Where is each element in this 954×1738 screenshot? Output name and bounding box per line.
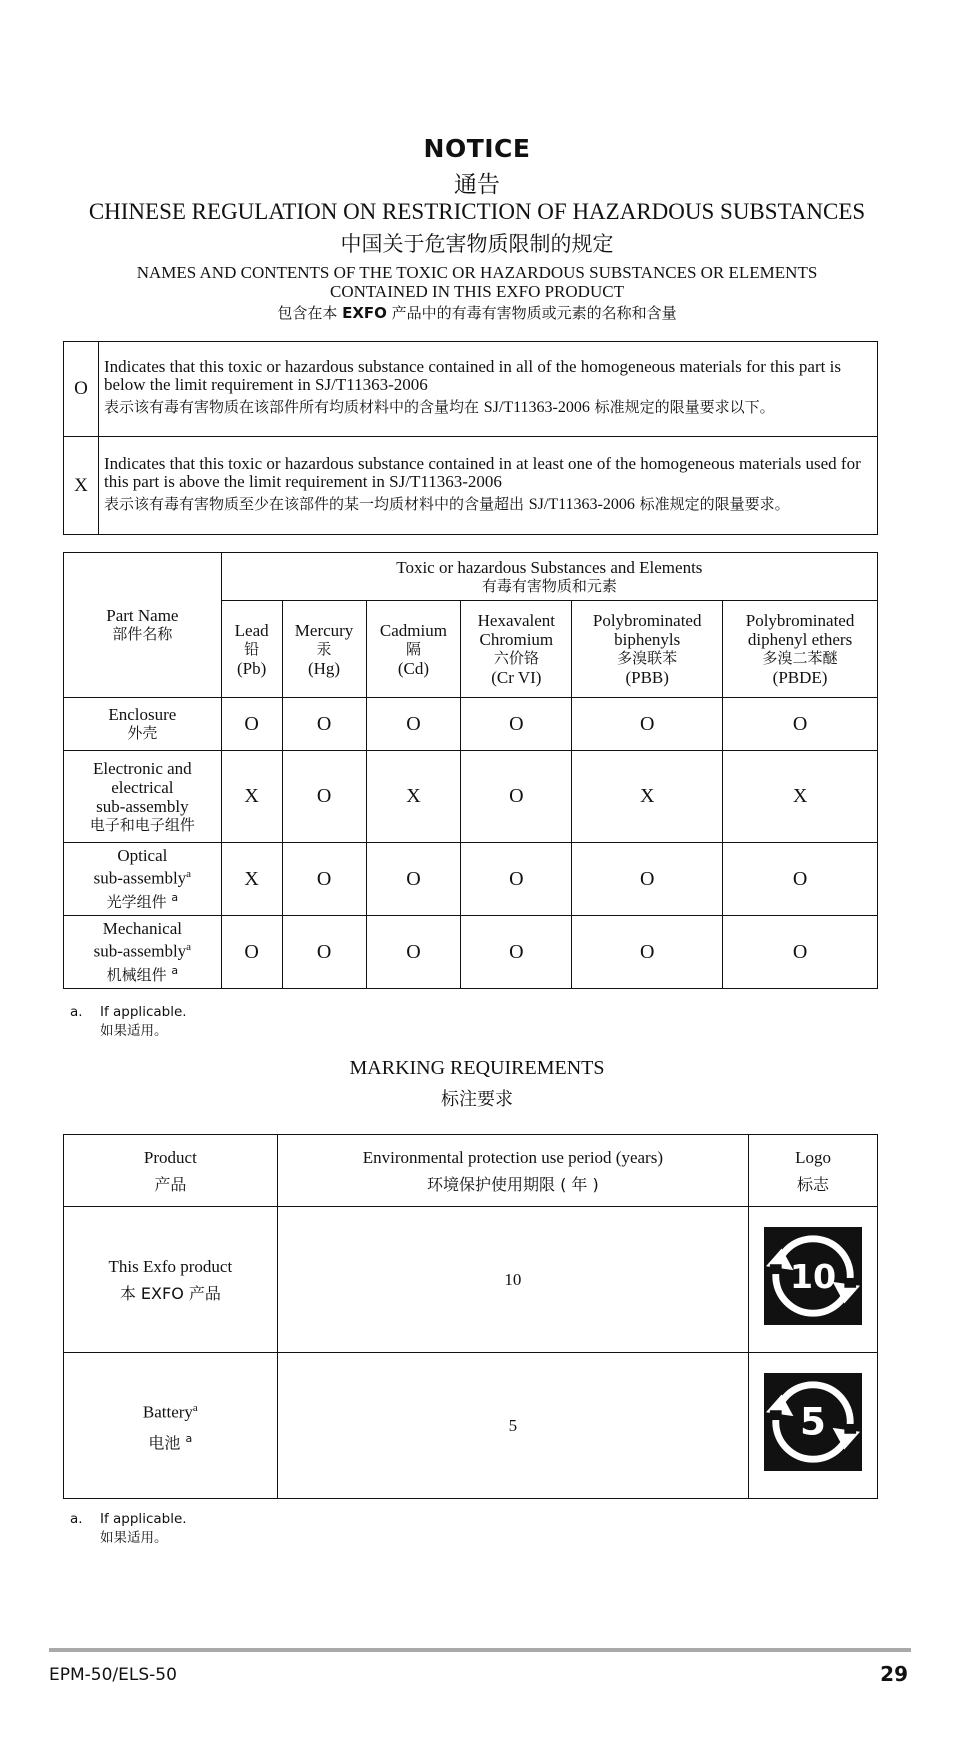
value-cell: O: [572, 916, 723, 989]
column-symbol: (PBB): [625, 668, 669, 687]
legend-description: [99, 437, 878, 535]
part-name-zh-line: [64, 888, 221, 912]
part-name-cell: [64, 843, 222, 916]
column-hexavalent-chromium: [461, 601, 572, 698]
period-cell: 5: [277, 1353, 748, 1499]
substances-group-header: [221, 553, 877, 601]
logo-header: [749, 1135, 878, 1207]
part-name-text: sub-assembly: [93, 941, 187, 961]
part-name-header: [64, 553, 222, 698]
value-cell: X: [221, 751, 282, 843]
value-cell: O: [366, 916, 461, 989]
footnote-text: If applicable.: [100, 1511, 187, 1527]
column-name-zh: 多溴联苯: [617, 649, 678, 667]
part-name-line: Electronic and: [93, 758, 192, 778]
legend-description-en: Indicates that this toxic or hazardous substance contained in at least one of the homogeneous materials used for this part is above the limit requirement in SJ/T11363-2006: [104, 453, 861, 491]
legend-zh-post: 标准规定的限量要求以下。: [589, 398, 775, 416]
part-name-zh-line: [64, 961, 221, 985]
column-name-en: Mercury: [294, 620, 354, 640]
period-cell: 10: [277, 1207, 748, 1353]
column-name-zh: 隔: [405, 639, 421, 658]
value-cell: X: [221, 843, 282, 916]
column-name-en: diphenyl ethers: [747, 630, 853, 649]
logo-number: 5: [800, 1399, 826, 1444]
period-header-zh: 环境保护使用期限 ( 年 ): [426, 1174, 599, 1194]
product-cell: [64, 1353, 278, 1499]
footnote-label: a.: [70, 1511, 83, 1527]
marking-table: [63, 1134, 878, 1499]
footer-page-number: 29: [880, 1662, 908, 1686]
product-header: [64, 1135, 278, 1207]
value-cell: O: [366, 698, 461, 751]
column-symbol: (Hg): [307, 658, 341, 678]
period-header-en: Environmental protection use period (years): [362, 1147, 663, 1167]
substances-group-header-zh: 有毒有害物质和元素: [481, 576, 617, 595]
footnote-marker: a: [186, 941, 192, 954]
column-name-en: Lead: [234, 620, 269, 640]
value-cell: O: [282, 916, 366, 989]
legend-zh-post: 标准规定的限量要求。: [634, 494, 790, 513]
names-heading-zh: [0, 302, 954, 323]
value-cell: O: [461, 698, 572, 751]
notice-title-zh: 通告: [454, 172, 500, 198]
legend-symbol: X: [64, 437, 99, 535]
column-pbb: [572, 601, 723, 698]
value-cell: O: [221, 916, 282, 989]
column-name-en: Polybrominated: [745, 611, 855, 630]
period-header: [277, 1135, 748, 1207]
footnote-text: If applicable.: [100, 1004, 187, 1020]
product-name: This Exfo product: [108, 1256, 233, 1276]
column-name-zh: 汞: [316, 639, 332, 658]
column-symbol: (Cr VI): [491, 668, 542, 687]
product-header-en: Product: [143, 1147, 197, 1167]
regulation-title-zh: 中国关于危害物质限制的规定: [340, 232, 614, 256]
column-name-zh: 多溴二苯醚: [762, 649, 838, 667]
part-name-zh: 机械组件: [106, 965, 167, 984]
logo-header-zh: 标志: [797, 1174, 830, 1194]
value-cell: O: [282, 751, 366, 843]
legend-description-en: Indicates that this toxic or hazardous substance contained in all of the homogeneous materials for this part is below the limit requirement in SJ/T11363-2006: [104, 357, 841, 394]
footnote-marker: a: [171, 890, 179, 904]
part-name-zh: 电子和电子组件: [89, 815, 195, 834]
column-name-en: biphenyls: [614, 630, 681, 649]
logo-header-en: Logo: [795, 1147, 831, 1167]
legend-row-o: [64, 342, 878, 437]
legend-zh-standard: SJ/T11363-2006: [483, 399, 590, 416]
part-name-line: Enclosure: [108, 705, 177, 724]
part-name-line-with-sup: [64, 938, 221, 961]
part-name-text: sub-assembly: [93, 868, 187, 888]
part-name-line: Optical: [117, 846, 168, 866]
table-row: [64, 1353, 878, 1499]
part-name-cell: [64, 916, 222, 989]
part-name-cell: [64, 751, 222, 843]
product-name-line: [64, 1395, 277, 1426]
value-cell: O: [723, 698, 878, 751]
epup-10-logo-icon: [764, 1227, 862, 1325]
column-name-en: Chromium: [479, 630, 554, 649]
logo-cell: [749, 1207, 878, 1353]
column-lead: [221, 601, 282, 698]
product-header-zh: 产品: [154, 1174, 187, 1194]
value-cell: X: [723, 751, 878, 843]
legend-row-x: [64, 437, 878, 535]
substances-header-row: [64, 553, 878, 601]
legend-zh-pre: 表示该有毒有害物质在该部件所有均质材料中的含量均在: [104, 398, 484, 416]
footnote-text-zh: 如果适用。: [100, 1023, 168, 1039]
footnote-line: [70, 1003, 187, 1022]
part-name-line-with-sup: [64, 865, 221, 888]
names-zh-post: 产品中的有毒有害物质或元素的名称和含量: [386, 304, 677, 322]
column-name-en: Hexavalent: [477, 611, 556, 630]
footnote-marker: a: [185, 1432, 193, 1446]
footer-rule: [49, 1648, 911, 1652]
column-symbol: (Pb): [237, 658, 267, 678]
table-row: [64, 916, 878, 989]
value-cell: O: [461, 916, 572, 989]
footnote-text-zh: 如果适用。: [100, 1530, 168, 1546]
value-cell: O: [366, 843, 461, 916]
value-cell: O: [221, 698, 282, 751]
footnote-substances: [70, 1003, 187, 1041]
value-cell: X: [572, 751, 723, 843]
part-name-cell: [64, 698, 222, 751]
footnote-label: a.: [70, 1004, 83, 1020]
legend-zh-standard: SJ/T11363-2006: [528, 495, 635, 513]
column-pbde: [723, 601, 878, 698]
substances-group-header-en: Toxic or hazardous Substances and Elements: [396, 557, 703, 577]
column-name-en: Polybrominated: [592, 611, 702, 630]
table-row: [64, 843, 878, 916]
column-name-en: Cadmium: [379, 620, 447, 640]
names-heading-line2: CONTAINED IN THIS EXFO PRODUCT: [330, 282, 624, 301]
value-cell: O: [282, 698, 366, 751]
value-cell: O: [461, 843, 572, 916]
footer-doc-id: EPM-50/ELS-50: [49, 1665, 177, 1685]
column-cadmium: [366, 601, 461, 698]
part-name-header-zh: 部件名称: [112, 625, 173, 643]
logo-cell: [749, 1353, 878, 1499]
column-mercury: [282, 601, 366, 698]
names-heading-line1: NAMES AND CONTENTS OF THE TOXIC OR HAZARDOUS SUBSTANCES OR ELEMENTS: [136, 263, 818, 282]
table-row: [64, 751, 878, 843]
product-cell: [64, 1207, 278, 1353]
value-cell: O: [282, 843, 366, 916]
value-cell: O: [461, 751, 572, 843]
marking-title-zh: 标注要求: [441, 1089, 513, 1110]
marking-title: MARKING REQUIREMENTS: [349, 1057, 605, 1079]
part-name-line: sub-assembly: [96, 796, 189, 816]
value-cell: O: [572, 843, 723, 916]
footnote-marker: a: [186, 868, 192, 881]
part-name-line: Mechanical: [102, 919, 182, 939]
footnote-line: [70, 1510, 187, 1529]
footnote-marker: a: [171, 963, 179, 977]
column-symbol: (PBDE): [772, 668, 828, 687]
legend-table: [63, 341, 878, 535]
part-name-zh: 外壳: [127, 724, 158, 742]
product-name-zh: 电池: [148, 1433, 181, 1453]
part-name-header-en: Part Name: [106, 606, 179, 625]
names-zh-brand: EXFO: [342, 304, 387, 322]
value-cell: X: [366, 751, 461, 843]
product-name-zh: 本 EXFO 产品: [119, 1283, 221, 1303]
notice-title: NOTICE: [423, 134, 531, 163]
column-symbol: (Cd): [397, 658, 430, 678]
column-name-zh: 六价铬: [493, 649, 539, 667]
value-cell: O: [723, 843, 878, 916]
names-zh-pre: 包含在本: [277, 304, 343, 322]
substances-table: [63, 552, 878, 989]
regulation-title: CHINESE REGULATION ON RESTRICTION OF HAZARDOUS SUBSTANCES: [88, 199, 866, 224]
table-row: [64, 698, 878, 751]
logo-number: 10: [789, 1256, 837, 1296]
value-cell: O: [572, 698, 723, 751]
legend-symbol: O: [64, 342, 99, 437]
legend-description-zh: [104, 397, 873, 418]
table-row: [64, 1207, 878, 1353]
footnote-marking: [70, 1510, 187, 1548]
product-name: Battery: [142, 1402, 193, 1422]
legend-description: [99, 342, 878, 437]
product-name-zh-line: [64, 1425, 277, 1456]
column-name-zh: 铅: [244, 639, 260, 658]
part-name-zh: 光学组件: [106, 892, 167, 911]
epup-5-logo-icon: [764, 1373, 862, 1471]
legend-description-zh: [104, 494, 873, 515]
value-cell: O: [723, 916, 878, 989]
part-name-line: electrical: [111, 777, 174, 797]
legend-zh-pre: 表示该有毒有害物质至少在该部件的某一均质材料中的含量超出: [104, 494, 529, 513]
footnote-marker: a: [192, 1401, 198, 1414]
marking-header-row: [64, 1135, 878, 1207]
